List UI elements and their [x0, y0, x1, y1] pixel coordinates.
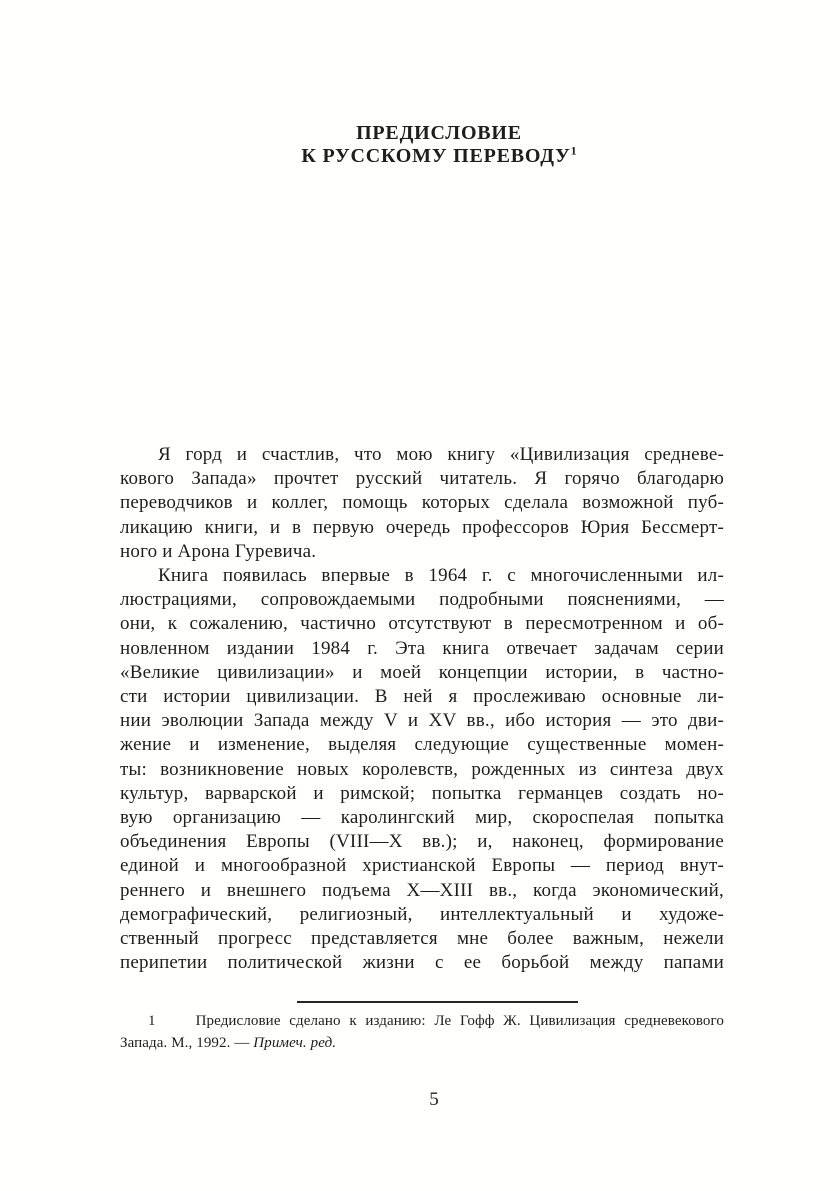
footnote-marker: 1 — [148, 1013, 156, 1029]
title-line-2-text: К РУССКОМУ ПЕРЕВОДУ — [301, 145, 571, 167]
text-line: ликацию книги, и в первую очередь профессоров Юрия Бессмерт- — [120, 516, 724, 538]
text-line: Книга появилась впервые в 1964 г. с многочисленными ил- — [158, 565, 724, 587]
text-line: нии эволюции Запада между V и XV вв., ибо история — это дви- — [120, 710, 724, 732]
footnote-separator — [297, 1001, 578, 1003]
chapter-title — [137, 122, 741, 168]
text-line: перипетии политической жизни с ее борьбой между папами — [120, 952, 724, 974]
text-line: культур, варварской и римской; попытка германцев создать но- — [120, 782, 724, 804]
footnote-editor-note: Примеч. ред. — [253, 1034, 337, 1051]
footnote — [120, 1011, 724, 1054]
footnote-text: Предисловие сделано к изданию: Ле Гофф Ж. Цивилизация средневекового — [195, 1013, 724, 1029]
text-line: переводчиков и коллег, помощь которых сделала возможной пуб- — [120, 492, 724, 514]
footnote-reference: 1 — [570, 143, 577, 158]
title-line-1: ПРЕДИСЛОВИЕ — [356, 122, 522, 144]
text-line: ного и Арона Гуревича. — [120, 540, 317, 562]
text-line: жение и изменение, выделяя следующие существенные момен- — [120, 734, 724, 756]
text-line: вую организацию — каролингский мир, скороспелая попытка — [120, 807, 724, 829]
text-line: сти истории цивилизации. В ней я прослеживаю основные ли- — [120, 686, 724, 708]
footnote-line-1 — [120, 1011, 724, 1033]
text-line: реннего и внешнего подъема X—XIII вв., когда экономический, — [120, 879, 724, 901]
text-line: новленном издании 1984 г. Эта книга отвечает задачам серии — [120, 637, 724, 659]
footnote-line-2 — [120, 1033, 724, 1055]
title-line-2 — [137, 145, 741, 168]
text-line: единой и многообразной христианской Европы — период внут- — [120, 855, 724, 877]
text-line: кового Запада» прочтет русский читатель. Я горячо благодарю — [120, 468, 724, 490]
text-line: Я горд и счастлив, что мою книгу «Цивилизация средневе- — [158, 444, 724, 465]
text-line: объединения Европы (VIII—X вв.); и, наконец, формирование — [120, 831, 724, 853]
text-line: «Великие цивилизации» и моей концепции истории, в частно- — [120, 661, 724, 683]
footnote-text-continued: Запада. М., 1992. — — [120, 1034, 254, 1051]
text-line: они, к сожалению, частично отсутствуют в пересмотренном и об- — [120, 613, 724, 635]
text-line: ственный прогресс представляется мне более важным, нежели — [120, 928, 724, 950]
text-line: демографический, религиозный, интеллектуальный и художе- — [120, 903, 724, 925]
page-number: 5 — [429, 1089, 439, 1110]
text-line: ты: возникновение новых королевств, рожденных из синтеза двух — [120, 758, 724, 780]
text-line: люстрациями, сопровождаемыми подробными пояснениями, — — [120, 589, 724, 611]
body-text — [120, 443, 724, 975]
